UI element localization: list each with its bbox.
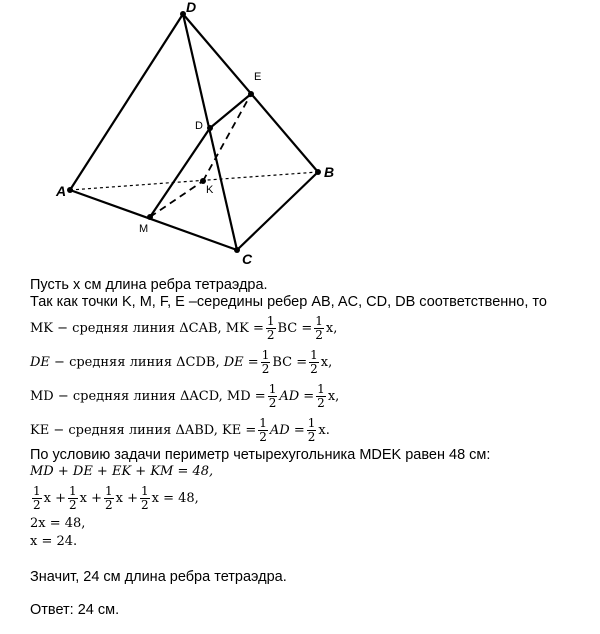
equation-step1 xyxy=(30,514,85,532)
de-fraction-2 xyxy=(309,349,319,376)
frac-num: 1 xyxy=(310,347,318,362)
frac-den: 2 xyxy=(310,361,318,376)
frac-num: 1 xyxy=(33,483,41,498)
ke-fraction-2 xyxy=(307,417,317,444)
edge-DC xyxy=(183,14,237,250)
sum-term-1: x + xyxy=(43,490,66,506)
sum-fraction-3 xyxy=(104,485,114,512)
tetrahedron-figure xyxy=(0,0,600,268)
frac-den: 2 xyxy=(307,429,316,444)
sum-term-3: x + xyxy=(115,490,138,506)
mk-tail: x, xyxy=(325,320,338,336)
sum-fraction-1 xyxy=(32,485,42,512)
de-seg2: DE xyxy=(223,354,244,370)
intro-text: Пусть x см длина ребра тетраэдра. xyxy=(30,277,268,293)
ke-mid: AD xyxy=(269,422,290,438)
frac-den: 2 xyxy=(69,497,77,512)
ke-fraction-1 xyxy=(258,417,268,444)
sum-fraction-2 xyxy=(68,485,78,512)
condition-text: По условию задачи периметр четырехугольника MDEK равен 48 см: xyxy=(30,447,491,463)
point-E xyxy=(248,91,254,97)
frac-num: 1 xyxy=(261,347,270,362)
equation-ke xyxy=(30,413,330,447)
md-fraction-1 xyxy=(268,383,278,410)
frac-num: 1 xyxy=(259,415,267,430)
segment-DE xyxy=(210,94,251,128)
segment-MK-hidden xyxy=(150,181,203,217)
label-D-top: D xyxy=(186,0,197,15)
frac-den: 2 xyxy=(315,327,323,342)
frac-num: 1 xyxy=(141,483,149,498)
equation-md xyxy=(30,379,339,413)
frac-den: 2 xyxy=(259,429,267,444)
frac-num: 1 xyxy=(268,381,277,396)
step1: 2x = 48, xyxy=(30,515,86,531)
equation-de xyxy=(30,345,332,379)
mk-fraction-2 xyxy=(314,315,324,342)
sum-term-2: x + xyxy=(79,490,102,506)
segment-MD xyxy=(150,128,210,217)
answer-text: Ответ: 24 см. xyxy=(30,602,120,618)
md-tail: x, xyxy=(327,388,340,404)
point-D-mid xyxy=(207,125,213,131)
ke-lead: KE − средняя линия ΔABD, KE = xyxy=(30,422,257,438)
equation-sum xyxy=(30,481,199,515)
de-fraction-1 xyxy=(261,349,271,376)
label-D-mid: D xyxy=(195,120,203,132)
de-mid: BC = xyxy=(272,354,308,370)
frac-num: 1 xyxy=(69,483,77,498)
frac-den: 2 xyxy=(266,327,275,342)
edge-DA xyxy=(70,14,183,190)
md-lead: MD − средняя линия ΔACD, MD = xyxy=(30,388,266,404)
equation-perimeter xyxy=(30,461,213,481)
label-C: C xyxy=(242,251,253,267)
ke-eq2: = xyxy=(289,422,305,438)
de-lead: − средняя линия ΔCDB, xyxy=(49,354,224,370)
ke-tail: x. xyxy=(318,422,330,438)
label-E: E xyxy=(254,71,262,83)
frac-num: 1 xyxy=(315,313,323,328)
frac-den: 2 xyxy=(141,497,149,512)
frac-den: 2 xyxy=(268,395,277,410)
sum-fraction-4 xyxy=(140,485,150,512)
md-mid: AD xyxy=(279,388,300,404)
edge-CB xyxy=(237,172,318,250)
since-text: Так как точки K, M, F, E –середины ребер AB, AC, CD, DB соответственно, то xyxy=(30,294,547,310)
mk-lead: MK − средняя линия ΔCAB, MK = xyxy=(30,320,264,336)
conclusion-text: Значит, 24 см длина ребра тетраэдра. xyxy=(30,569,287,585)
de-seg: DE xyxy=(30,354,50,370)
label-M: M xyxy=(139,223,149,235)
edge-AC xyxy=(70,190,237,250)
frac-num: 1 xyxy=(105,483,113,498)
frac-den: 2 xyxy=(261,361,270,376)
equation-mk xyxy=(30,311,337,345)
frac-num: 1 xyxy=(266,313,275,328)
point-M xyxy=(147,214,153,220)
point-B xyxy=(315,169,321,175)
step2: x = 24. xyxy=(30,533,78,549)
perimeter-eq: MD + DE + EK + KM = 48, xyxy=(30,463,214,479)
label-B: B xyxy=(324,164,335,180)
frac-num: 1 xyxy=(307,415,316,430)
frac-den: 2 xyxy=(33,497,41,512)
equation-step2 xyxy=(30,532,77,550)
point-A xyxy=(67,187,73,193)
md-fraction-2 xyxy=(316,383,326,410)
sum-last: x = 48, xyxy=(151,490,199,506)
mk-mid: BC = xyxy=(277,320,313,336)
label-K: K xyxy=(206,184,214,196)
frac-den: 2 xyxy=(105,497,113,512)
mk-fraction-1 xyxy=(266,315,276,342)
point-C xyxy=(234,247,240,253)
label-A: A xyxy=(56,183,67,199)
de-tail: x, xyxy=(320,354,333,370)
de-eq: = xyxy=(243,354,259,370)
frac-den: 2 xyxy=(317,395,325,410)
frac-num: 1 xyxy=(317,381,325,396)
md-eq2: = xyxy=(299,388,315,404)
